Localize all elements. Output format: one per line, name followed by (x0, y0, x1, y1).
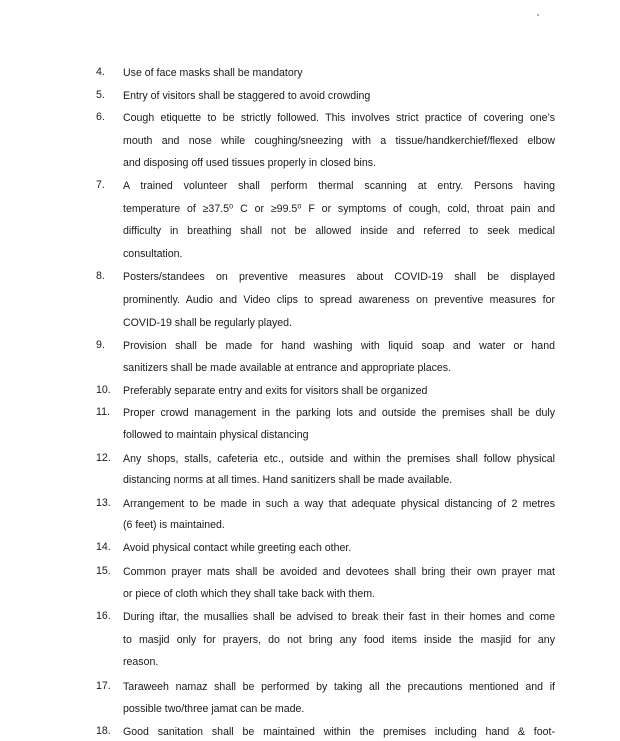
item-line: Taraweeh namaz shall be performed by taking all the precautions mentioned and if (123, 681, 555, 693)
item-line: mouth and nose while coughing/sneezing with a tissue/handkerchief/flexed elbow (123, 135, 555, 147)
item-line: difficulty in breathing shall not be allowed inside and referred to seek medical (123, 225, 555, 237)
item-line: During iftar, the musallies shall be advised to break their fast in their homes and come (123, 611, 555, 623)
item-line: Use of face masks shall be mandatory (123, 67, 303, 79)
item-line: Arrangement to be made in such a way that adequate physical distancing of 2 metres (123, 498, 555, 510)
item-number: 6. (96, 111, 105, 123)
item-line: to masjid only for prayers, do not bring any food items inside the masjid for any (123, 634, 555, 646)
scan-speck (537, 14, 539, 16)
item-number: 7. (96, 179, 105, 191)
item-line: Avoid physical contact while greeting each other. (123, 542, 352, 554)
item-line: distancing norms at all times. Hand sanitizers shall be made available. (123, 474, 453, 486)
item-number: 9. (96, 339, 105, 351)
item-number: 17. (96, 680, 111, 692)
item-number: 18. (96, 725, 111, 737)
item-line: Good sanitation shall be maintained within the premises including hand & foot- (123, 726, 555, 738)
item-line: prominently. Audio and Video clips to spread awareness on preventive measures for (123, 294, 555, 306)
item-line: temperature of ≥37.5⁰ C or ≥99.5⁰ F or symptoms of cough, cold, throat pain and (123, 203, 555, 215)
item-line: Preferably separate entry and exits for visitors shall be organized (123, 385, 428, 397)
item-line: Entry of visitors shall be staggered to avoid crowding (123, 90, 371, 102)
item-line: Any shops, stalls, cafeteria etc., outside and within the premises shall follow physical (123, 453, 555, 465)
item-number: 12. (96, 452, 111, 464)
item-line: Provision shall be made for hand washing with liquid soap and water or hand (123, 340, 555, 352)
item-line: Common prayer mats shall be avoided and devotees shall bring their own prayer mat (123, 566, 555, 578)
item-line: (6 feet) is maintained. (123, 519, 225, 531)
item-line: sanitizers shall be made available at entrance and appropriate places. (123, 362, 452, 374)
item-line: Proper crowd management in the parking lots and outside the premises shall be duly (123, 407, 555, 419)
item-line: COVID-19 shall be regularly played. (123, 317, 292, 329)
item-number: 8. (96, 270, 105, 282)
item-number: 5. (96, 89, 105, 101)
item-line: possible two/three jamat can be made. (123, 703, 305, 715)
item-number: 10. (96, 384, 111, 396)
item-number: 14. (96, 541, 111, 553)
item-number: 4. (96, 66, 105, 78)
item-number: 16. (96, 610, 111, 622)
item-line: Cough etiquette to be strictly followed. This involves strict practice of covering one’s (123, 112, 555, 124)
item-number: 11. (96, 406, 110, 418)
item-number: 15. (96, 565, 111, 577)
item-line: followed to maintain physical distancing (123, 429, 309, 441)
item-line: consultation. (123, 248, 183, 260)
item-line: and disposing off used tissues properly in closed bins. (123, 157, 377, 169)
item-line: reason. (123, 656, 159, 668)
item-line: or piece of cloth which they shall take back with them. (123, 588, 376, 600)
item-number: 13. (96, 497, 111, 509)
item-line: Posters/standees on preventive measures about COVID-19 shall be displayed (123, 271, 555, 283)
item-line: A trained volunteer shall perform thermal scanning at entry. Persons having (123, 180, 555, 192)
